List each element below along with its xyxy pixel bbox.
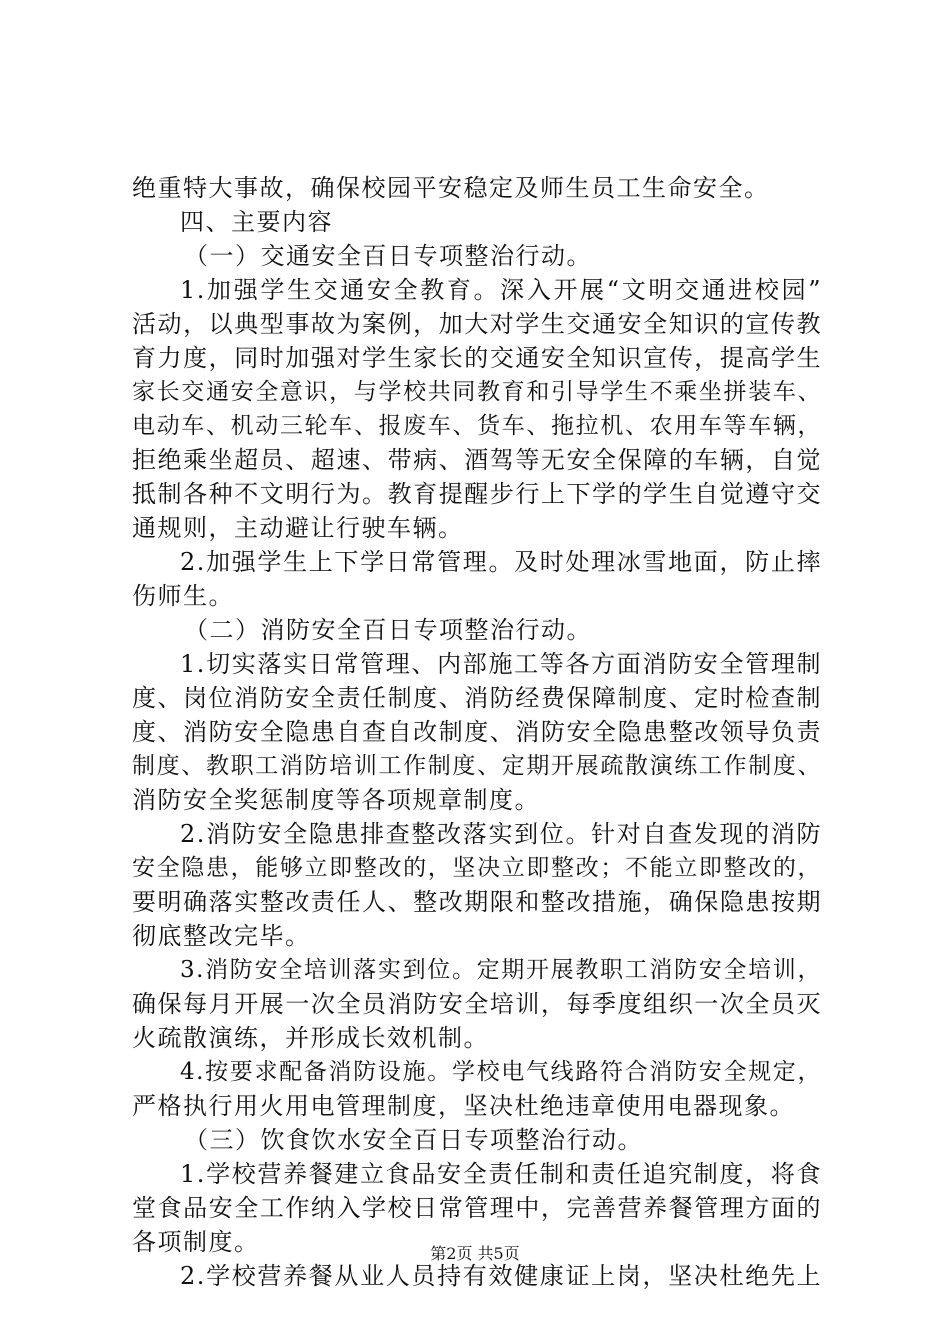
page-footer: 第2页 共5页 — [430, 1244, 520, 1263]
text-line: 电动车、机动三轮车、报废车、货车、拖拉机、农用车等车辆， — [132, 413, 822, 439]
text-line: 通规则，主动避让行驶车辆。 — [132, 514, 464, 542]
section-heading: （三）饮食饮水安全百日专项整治行动。 — [184, 1126, 643, 1154]
text-line: 制度、教职工消防培训工作制度、定期开展疏散演练工作制度、 — [132, 753, 822, 779]
text-line: 堂食品安全工作纳入学校日常管理中，完善营养餐管理方面的 — [132, 1194, 822, 1222]
text-line: 绝重特大事故，确保校园平安稳定及师生员工生命安全。 — [132, 174, 770, 202]
text-line: 2.消防安全隐患排查整改落实到位。针对自查发现的消防 — [180, 820, 822, 848]
text-line: 度、岗位消防安全责任制度、消防经费保障制度、定时检查制 — [132, 684, 822, 712]
text-line: 育力度，同时加强对学生家长的交通安全知识宣传，提高学生 — [132, 344, 822, 372]
text-line: 4.按要求配备消防设施。学校电气线路符合消防安全规定， — [180, 1059, 822, 1085]
text-line: 各项制度。 — [132, 1228, 260, 1256]
text-line: 四、主要内容 — [180, 208, 333, 236]
section-heading: （二）消防安全百日专项整治行动。 — [184, 616, 592, 644]
text-line: 1.学校营养餐建立食品安全责任制和责任追究制度，将食 — [180, 1160, 822, 1188]
text-line: 消防安全奖惩制度等各项规章制度。 — [132, 786, 540, 814]
text-line: 度、消防安全隐患自查自改制度、消防安全隐患整改领导负责 — [132, 718, 822, 746]
text-line: 2.加强学生上下学日常管理。及时处理冰雪地面，防止摔 — [180, 548, 822, 576]
text-line: 伤师生。 — [132, 582, 234, 610]
text-line: 要明确落实整改责任人、整改期限和整改措施，确保隐患按期 — [132, 888, 822, 916]
text-line: 安全隐患，能够立即整改的，坚决立即整改；不能立即整改的， — [132, 855, 822, 881]
text-line: 2.学校营养餐从业人员持有效健康证上岗，坚决杜绝先上 — [180, 1262, 822, 1290]
text-line: 家长交通安全意识，与学校共同教育和引导学生不乘坐拼装车、 — [132, 379, 822, 405]
text-line: 严格执行用火用电管理制度，坚决杜绝违章使用电器现象。 — [132, 1092, 795, 1120]
text-line: 活动，以典型事故为案例，加大对学生交通安全知识的宣传教 — [132, 310, 822, 338]
section-heading: （一）交通安全百日专项整治行动。 — [184, 242, 592, 270]
document-body — [132, 171, 822, 1293]
text-line: 彻底整改完毕。 — [132, 922, 311, 950]
text-line: 1.切实落实日常管理、内部施工等各方面消防安全管理制 — [180, 650, 822, 678]
text-line: 3.消防安全培训落实到位。定期开展教职工消防安全培训， — [180, 957, 822, 983]
text-line: 火疏散演练，并形成长效机制。 — [132, 1024, 489, 1052]
text-line: 抵制各种不文明行为。教育提醒步行上下学的学生自觉遵守交 — [132, 480, 822, 508]
text-line: 拒绝乘坐超员、超速、带病、酒驾等无安全保障的车辆，自觉 — [132, 446, 822, 474]
text-line: 1.加强学生交通安全教育。深入开展“文明交通进校园” — [180, 276, 822, 304]
text-line: 确保每月开展一次全员消防安全培训，每季度组织一次全员灭 — [132, 990, 822, 1018]
